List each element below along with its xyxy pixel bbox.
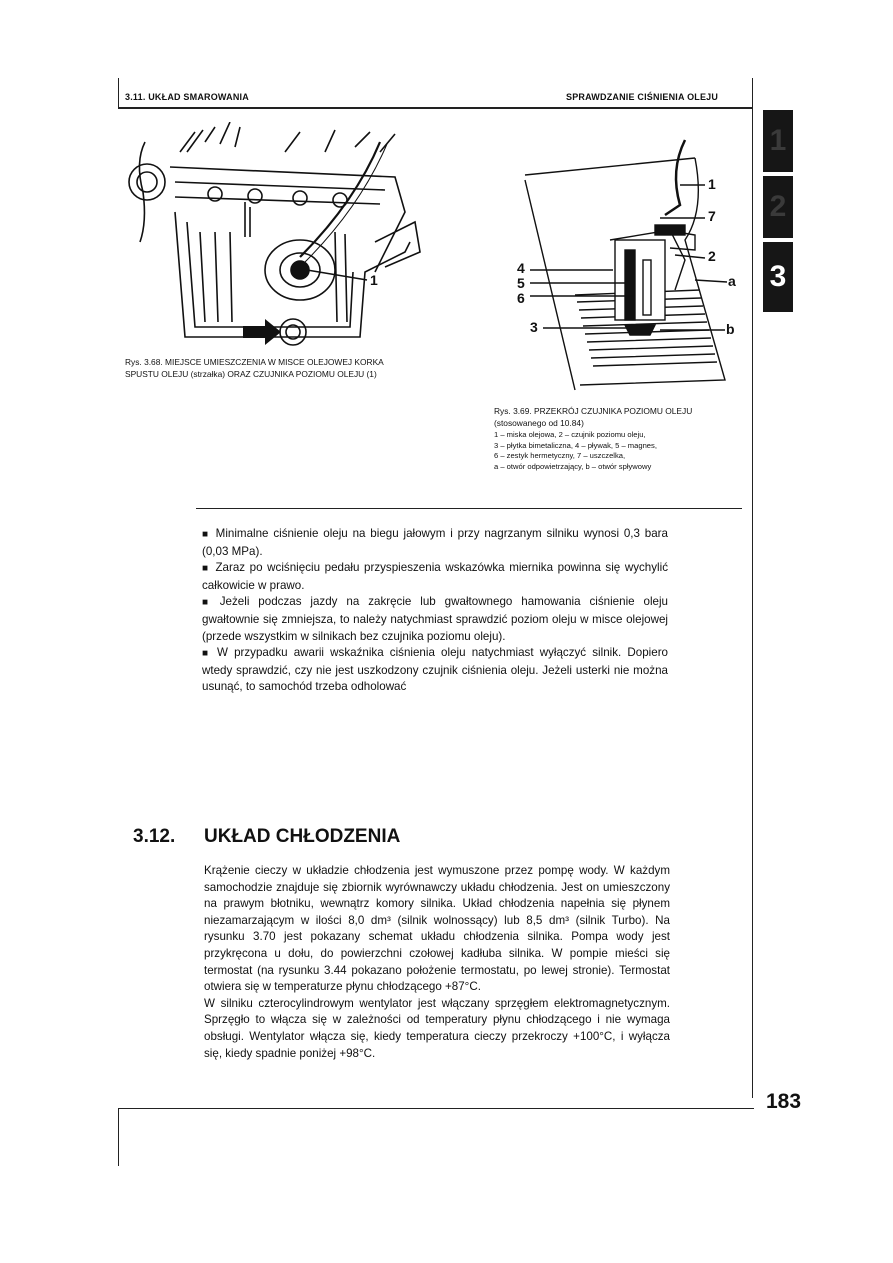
section-number: 3.12. xyxy=(133,826,176,847)
figure-3-68-callout-1: 1 xyxy=(370,272,378,288)
figure-3-69-callout-6: 6 xyxy=(517,290,525,306)
figure-3-69-caption: Rys. 3.69. PRZEKRÓJ CZUJNIKA POZIOMU OLEJU (stosowanego od 10.84) xyxy=(494,406,693,428)
footer-rule xyxy=(118,1108,754,1109)
bullet-item: ■ Minimalne ciśnienie oleju na biegu jałowym i przy nagrzanym silniku wynosi 0,3 bara (0,03 MPa). xyxy=(202,526,668,560)
running-header-left: 3.11. UKŁAD SMAROWANIA xyxy=(125,92,249,102)
figure-3-69-callout-1: 1 xyxy=(708,176,716,192)
section-paragraph: W silniku czterocylindrowym wentylator jest włączany sprzęgłem elektromagnetycznym. Sprzęgło to włącza się w zależności od temperatury płynu chłodzącego i nie wymaga obsługi. Wentylator włącza się, kiedy temperatura cieczy przekroczy +100°C, i wyłącza się, kiedy spadnie poniżej +98°C. xyxy=(204,996,670,1060)
bullet-item: ■ Jeżeli podczas jazdy na zakręcie lub gwałtownego hamowania ciśnienie oleju gwałtownie się zmniejsza, to należy natychmiast sprawdzić poziom oleju w misce olejowej (przede wszystkim w silnikach bez czujnika poziomu oleju). xyxy=(202,594,668,645)
section-body xyxy=(204,863,670,1062)
right-margin-rule xyxy=(752,78,753,1098)
header-left-tick xyxy=(118,78,119,108)
bullet-item: ■ Zaraz po wciśnięciu pedału przyspieszenia wskazówka miernika powinna się wychylić całkowicie w prawo. xyxy=(202,560,668,594)
figure-3-69-legend xyxy=(494,430,746,472)
figure-3-69-callout-b: b xyxy=(726,321,735,337)
legend-line: 3 – płytka bimetaliczna, 4 – pływak, 5 – magnes, xyxy=(494,440,657,450)
figure-3-69-callout-a: a xyxy=(728,273,736,289)
legend-line: 6 – zestyk hermetyczny, 7 – uszczelka, xyxy=(494,451,626,461)
figure-3-68-caption: Rys. 3.68. MIEJSCE UMIESZCZENIA W MISCE OLEJOWEJ KORKA SPUSTU OLEJU (strzałka) ORAZ CZUJNIKA POZIOMU OLEJU (1) xyxy=(125,357,384,379)
figure-3-69-callout-2: 2 xyxy=(708,248,716,264)
page-number: 183 xyxy=(766,1090,802,1113)
chapter-tab-1: 1 xyxy=(763,110,793,172)
running-header-right: SPRAWDZANIE CIŚNIENIA OLEJU xyxy=(566,92,719,102)
header-rule xyxy=(118,107,752,109)
section-paragraph: Krążenie cieczy w układzie chłodzenia jest wymuszone przez pompę wody. W każdym samochodzie znajduje się zbiornik wyrównawczy układu chłodzenia. Jest on umieszczony na prawym błotniku, wewnątrz komory silnika. Układ chłodzenia napełnia się płynem niezamarzającym w ilości 8,0 dm³ (silnik wolnossący) lub 8,5 dm³ (silnik Turbo). Na rysunku 3.70 jest pokazany schemat układu chłodzenia silnika. Pompa wody jest przykręcona u dołu, do powierzchni czołowej kadłuba silnika. W pompie mieści się termostat (na rysunku 3.44 pokazano położenie termostatu, po lewej stronie). Termostat otwiera się w temperaturze płynu chłodzącego +87°C. xyxy=(204,864,670,994)
bullet-list xyxy=(202,526,668,696)
figure-3-69-callout-5: 5 xyxy=(517,275,525,291)
legend-line: 1 – miska olejowa, 2 – czujnik poziomu oleju, xyxy=(494,430,646,439)
figures-divider xyxy=(196,508,742,509)
section-title: UKŁAD CHŁODZENIA xyxy=(204,826,401,847)
chapter-tab-2: 2 xyxy=(763,176,793,238)
legend-line: a – otwór odpowietrzający, b – otwór spływowy xyxy=(494,461,652,471)
chapter-tab-3: 3 xyxy=(763,242,793,312)
figure-3-69-callout-4: 4 xyxy=(517,260,525,276)
bullet-item: ■ W przypadku awarii wskaźnika ciśnienia oleju natychmiast wyłączyć silnik. Dopiero wtedy sprawdzić, czy nie jest uszkodzony czujnik ciśnienia oleju. Jeżeli usterki nie można usunąć, to samochód trzeba odholować xyxy=(202,645,668,696)
figure-3-68-illustration xyxy=(125,122,425,352)
figure-3-69-callout-7: 7 xyxy=(708,208,716,224)
figure-3-69-callout-3: 3 xyxy=(530,319,538,335)
footer-left-tick xyxy=(118,1108,119,1166)
